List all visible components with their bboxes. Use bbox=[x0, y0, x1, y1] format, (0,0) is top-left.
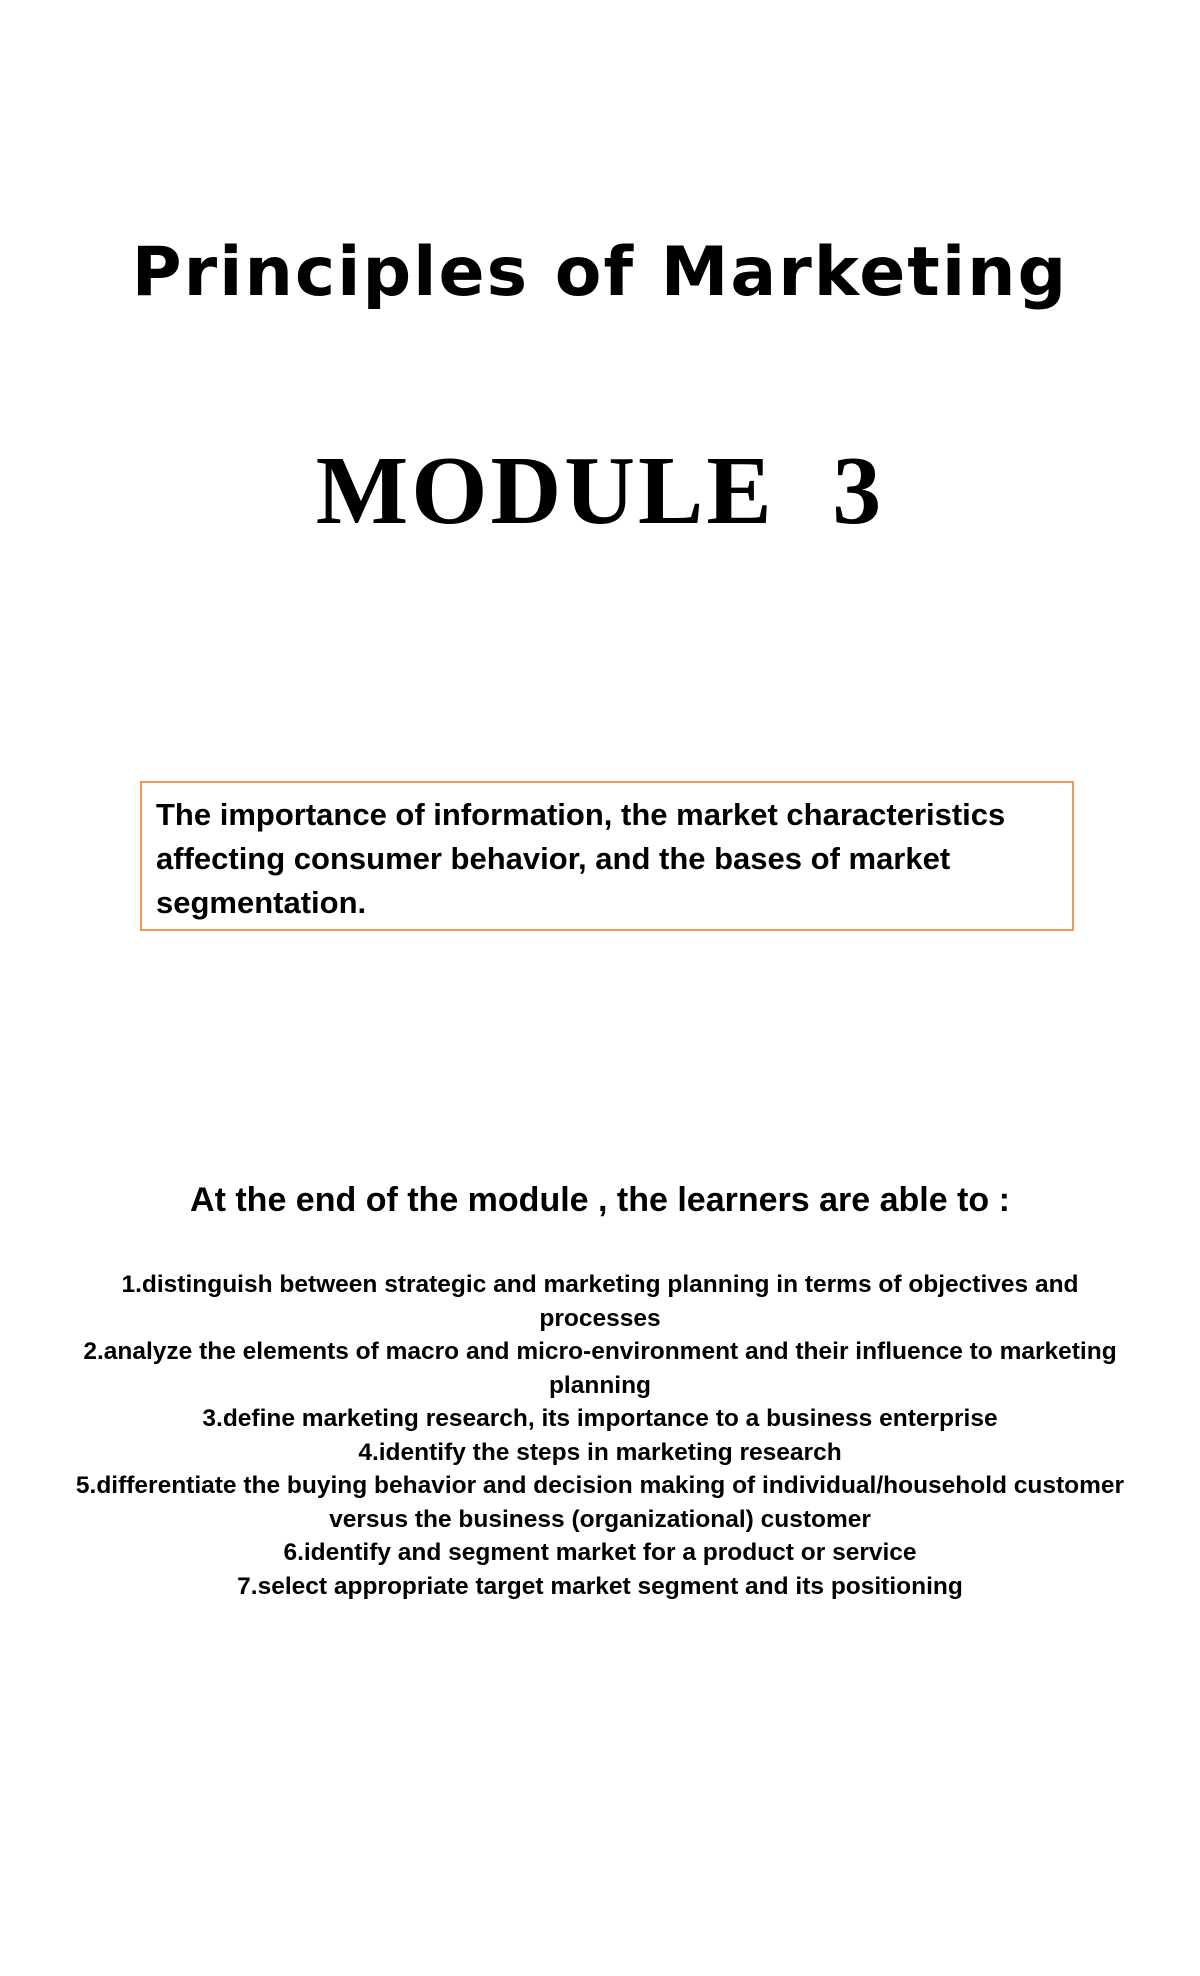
objective-item: 1.distinguish between strategic and marketing planning in terms of objectives and processes bbox=[121, 1271, 1079, 1332]
module-summary-text: The importance of information, the market characteristics affecting consumer behavior, and the bases of market segmentation. bbox=[156, 797, 1006, 920]
objective-item: 4.identify the steps in marketing research bbox=[358, 1438, 842, 1466]
objective-item: 3.define marketing research, its importance to a business enterprise bbox=[202, 1405, 998, 1432]
document-title: Principles of Marketing bbox=[131, 233, 1069, 312]
module-summary-box bbox=[140, 781, 1074, 931]
module-number: MODULE 3 bbox=[315, 437, 885, 545]
objective-item: 6.identify and segment market for a product or service bbox=[283, 1539, 917, 1566]
objective-item: 7.select appropriate target market segment and its positioning bbox=[237, 1572, 963, 1600]
objective-item: 2.analyze the elements of macro and micro-environment and their influence to marketing planning bbox=[83, 1338, 1117, 1399]
objective-item: 5.differentiate the buying behavior and decision making of individual/household customer versus the business (organizational) customer bbox=[75, 1472, 1125, 1533]
objectives-heading: At the end of the module , the learners are able to : bbox=[190, 1181, 1010, 1219]
objectives-list bbox=[60, 1268, 1140, 1603]
